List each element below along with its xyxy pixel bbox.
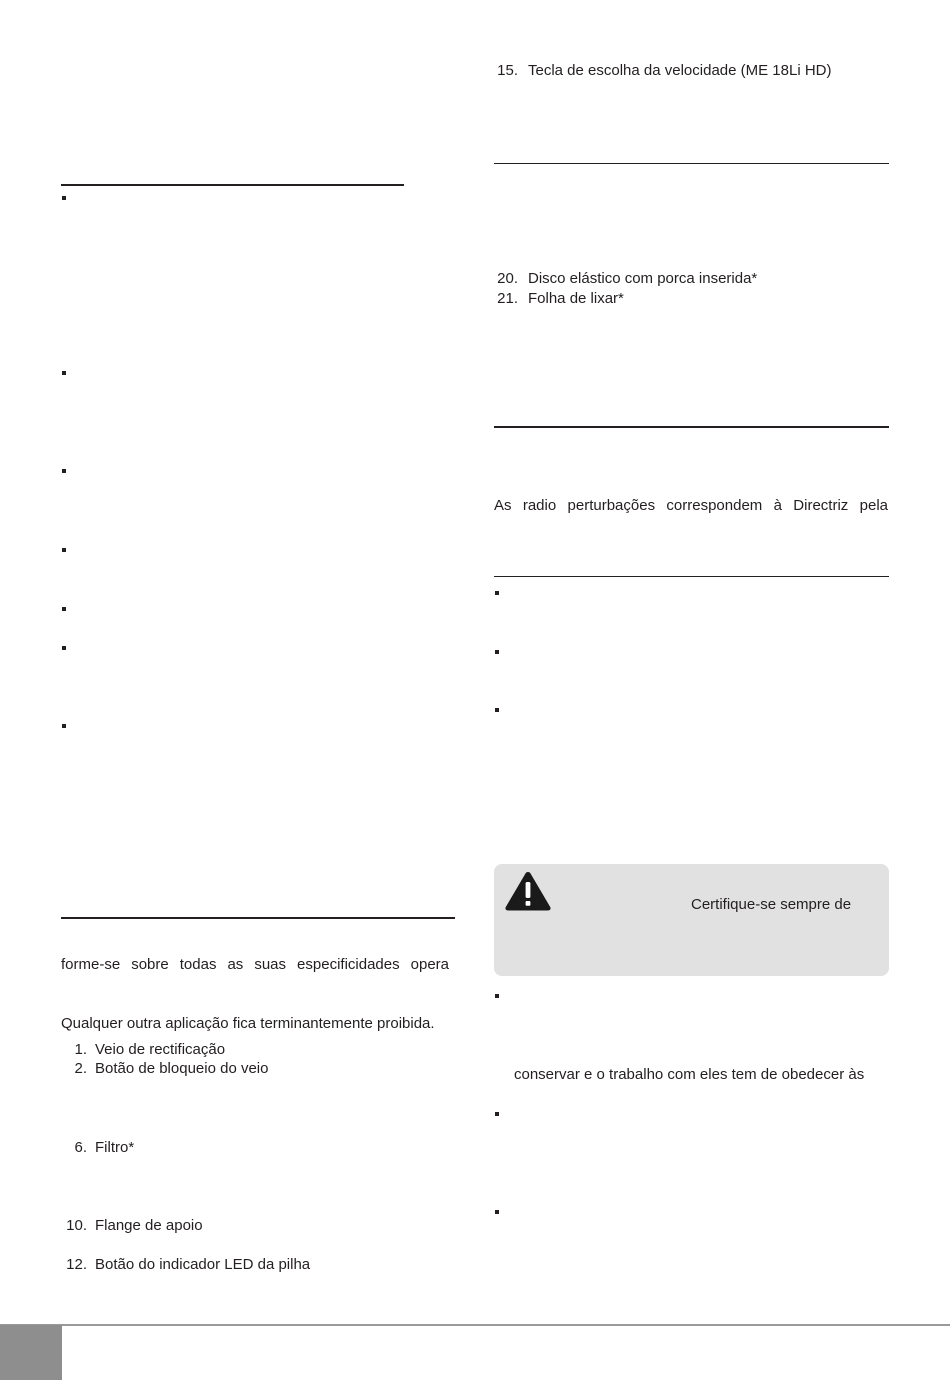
bullet [62,469,66,473]
page-tab [0,1325,62,1380]
bullet [495,591,499,595]
intended-use-text: forme-se sobre todas as suas especificidades opera [61,956,449,973]
bullet [62,196,66,200]
item-label: Tecla de escolha da velocidade (ME 18Li HD) [528,62,832,79]
item-number: 1. [74,1041,87,1058]
section-rule-left-middle [61,917,455,919]
footer-rule [0,1324,950,1326]
item-label: Flange de apoio [95,1217,203,1234]
bullet [62,724,66,728]
item-number: 21. [497,290,518,307]
section-rule-right-1 [494,163,889,164]
item-label: Disco elástico com porca inserida* [528,270,758,287]
emc-text: As radio perturbações correspondem à Directriz pela [494,497,888,514]
item-label: Veio de rectificação [95,1041,226,1058]
bullet [62,646,66,650]
item-label: Filtro* [95,1139,135,1156]
warning-triangle-icon [504,870,552,912]
warning-text: Certifique-se sempre de [691,896,852,913]
bullet [495,1210,499,1214]
section-rule-right-3 [494,576,889,577]
item-number: 10. [66,1217,87,1234]
bullet [62,548,66,552]
item-number: 15. [497,62,518,79]
bullet [495,650,499,654]
item-label: Folha de lixar* [528,290,624,307]
bullet [495,708,499,712]
bullet [495,1112,499,1116]
section-rule-left-top [61,184,404,186]
prohibition-text: Qualquer outra aplicação fica terminantemente proibida. [61,1015,435,1032]
item-label: Botão de bloqueio do veio [95,1060,269,1077]
item-number: 12. [66,1256,87,1273]
bullet [62,607,66,611]
bullet [62,371,66,375]
warning-box [494,864,889,976]
storage-text: conservar e o trabalho com eles tem de obedecer às [514,1066,865,1083]
section-rule-right-2 [494,426,889,428]
item-number: 20. [497,270,518,287]
bullet [495,994,499,998]
item-number: 6. [74,1139,87,1156]
item-number: 2. [74,1060,87,1077]
item-label: Botão do indicador LED da pilha [95,1256,311,1273]
